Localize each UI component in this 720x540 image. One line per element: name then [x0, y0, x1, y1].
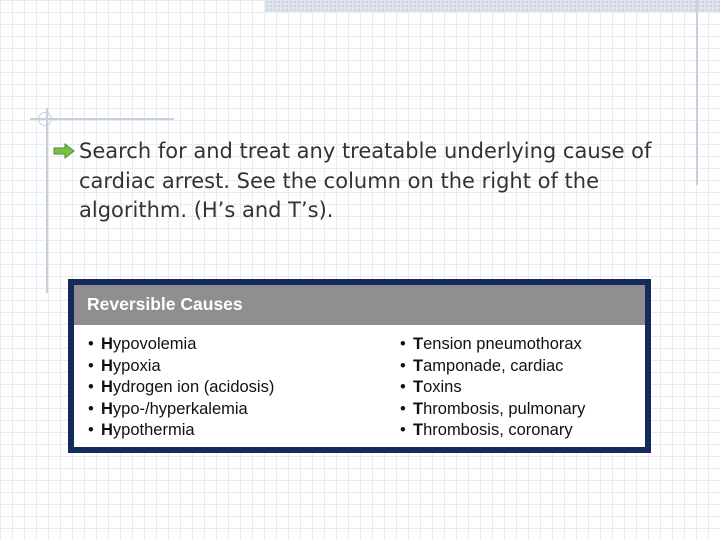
cause-item-thrombosis-coronary	[400, 420, 585, 442]
cause-text: ypo-/hyperkalemia	[112, 399, 248, 418]
reversible-causes-inner	[74, 285, 645, 447]
cause-item-hypovolemia	[88, 334, 274, 356]
cause-text: ypoxia	[112, 356, 161, 375]
cause-initial: H	[101, 356, 113, 375]
reversible-causes-title: Reversible Causes	[74, 285, 645, 325]
cause-initial: H	[101, 421, 113, 440]
cause-item-hypothermia	[88, 420, 274, 442]
cause-text: amponade, cardiac	[423, 356, 564, 375]
cause-initial: T	[413, 378, 424, 397]
cause-text: hrombosis, pulmonary	[423, 399, 586, 418]
bullet-dot: •	[88, 399, 94, 418]
cause-initial: T	[413, 356, 424, 375]
cause-item-tension-pneumothorax	[400, 334, 585, 356]
decorative-vertical-line-right	[696, 0, 698, 185]
h-causes-list	[88, 334, 274, 442]
bullet-dot: •	[88, 335, 94, 353]
cause-initial: H	[101, 335, 113, 353]
slide-body-text: Search for and treat any treatable underlying cause of cardiac arrest. See the column on the right of the algorithm. (H’s and T’s).	[79, 139, 652, 222]
bullet-dot: •	[400, 335, 406, 353]
cause-item-hypo-hyperkalemia	[88, 399, 274, 421]
cause-text: ydrogen ion (acidosis)	[112, 378, 275, 397]
bullet-dot: •	[400, 399, 406, 418]
t-causes-list	[400, 334, 585, 442]
bullet-dot: •	[88, 378, 94, 397]
bullet-dot: •	[88, 356, 94, 375]
cause-text: hrombosis, coronary	[423, 421, 573, 440]
cause-item-hydrogen-ion	[88, 377, 274, 399]
bullet-dot: •	[400, 421, 406, 440]
reversible-causes-box	[68, 279, 651, 453]
green-arrow-icon	[53, 142, 75, 160]
cause-initial: T	[413, 421, 424, 440]
cause-initial: H	[101, 378, 113, 397]
cause-text: oxins	[423, 378, 462, 397]
decorative-top-band	[265, 0, 720, 12]
cause-initial: T	[413, 399, 424, 418]
decorative-ring	[38, 112, 52, 126]
cause-item-thrombosis-pulmonary	[400, 399, 585, 421]
cause-item-tamponade	[400, 356, 585, 378]
decorative-vertical-line-left	[46, 108, 48, 293]
cause-initial: H	[101, 399, 113, 418]
bullet-dot: •	[400, 356, 406, 375]
bullet-dot: •	[88, 421, 94, 440]
cause-item-toxins	[400, 377, 585, 399]
cause-text: ension pneumothorax	[423, 335, 582, 353]
cause-text: ypothermia	[112, 421, 195, 440]
cause-initial: T	[413, 335, 424, 353]
cause-text: ypovolemia	[112, 335, 197, 353]
bullet-dot: •	[400, 378, 406, 397]
causes-columns	[74, 325, 645, 447]
cause-item-hypoxia	[88, 356, 274, 378]
